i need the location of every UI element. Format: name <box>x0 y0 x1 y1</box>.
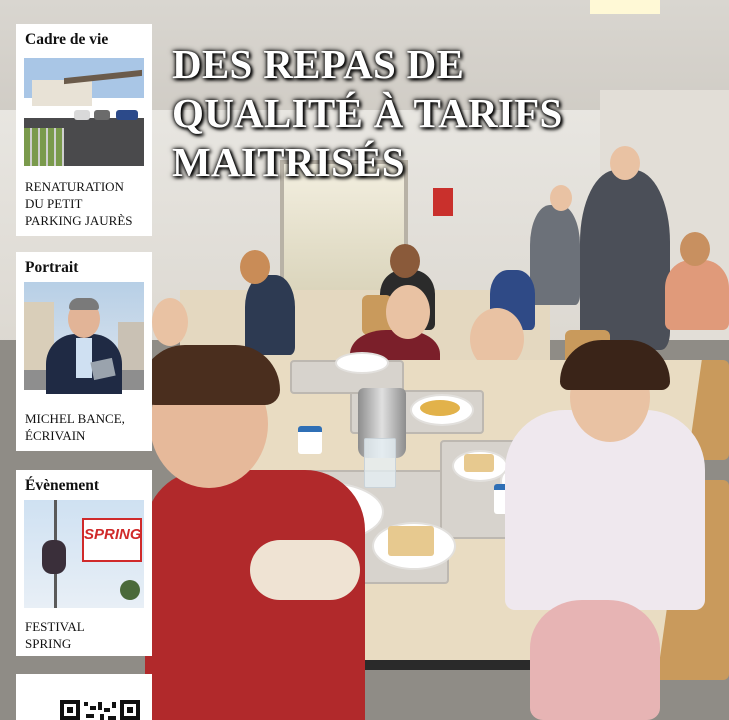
poster-spring-text: SPRING <box>84 526 142 543</box>
headline-line-3: MAITRISÉS <box>172 139 405 185</box>
portrait-thumbnail <box>24 282 144 394</box>
adult-standing-grey <box>580 170 670 350</box>
bread <box>388 526 434 556</box>
headline-line-2: QUALITÉ À TARIFS <box>172 90 563 136</box>
parking-thumbnail <box>24 58 144 168</box>
spring-poster <box>82 518 142 562</box>
child-back-4 <box>665 260 729 330</box>
child-head <box>240 250 270 284</box>
teaser-card-cadre-de-vie[interactable] <box>16 24 152 236</box>
girl-head <box>386 285 430 339</box>
fire-alarm-box <box>433 188 453 216</box>
qr-code-card[interactable] <box>16 674 152 720</box>
adult-standing-back <box>530 205 580 305</box>
cover-headline <box>172 40 592 187</box>
teaser-category: Portrait <box>25 259 79 276</box>
caption-line: DU PETIT <box>25 196 83 211</box>
water-glass <box>364 438 396 488</box>
boy-jacket-sleeve <box>250 540 360 600</box>
caption-line: PARKING JAURÈS <box>25 213 133 228</box>
child-head <box>390 244 420 278</box>
pasta <box>420 400 460 416</box>
teaser-caption <box>25 178 133 229</box>
yogurt-cup <box>298 426 322 454</box>
teaser-category: Cadre de vie <box>25 31 109 48</box>
caption-line: SPRING <box>25 636 72 651</box>
sidebar-teasers <box>0 0 170 720</box>
headline-line-1: DES REPAS DE <box>172 41 465 87</box>
teaser-caption <box>25 618 85 652</box>
ceiling-light <box>590 0 660 14</box>
adult-head <box>610 146 640 180</box>
child-back-1 <box>245 275 295 355</box>
festival-thumbnail <box>24 500 144 612</box>
teaser-card-portrait[interactable] <box>16 252 152 451</box>
teaser-category: Évènement <box>25 477 100 494</box>
girl-dark-hair <box>560 340 670 390</box>
caption-line: MICHEL BANCE, <box>25 411 125 426</box>
child-head <box>680 232 710 266</box>
caption-line: RENATURATION <box>25 179 124 194</box>
teaser-card-evenement[interactable] <box>16 470 152 656</box>
caption-line: FESTIVAL <box>25 619 85 634</box>
girl-pink-trousers <box>530 600 660 720</box>
plate <box>335 352 389 374</box>
adult-head-2 <box>550 185 572 211</box>
caption-line: ÉCRIVAIN <box>25 428 86 443</box>
teaser-caption <box>25 410 125 444</box>
qr-code-icon <box>60 690 140 720</box>
bread <box>464 454 494 472</box>
